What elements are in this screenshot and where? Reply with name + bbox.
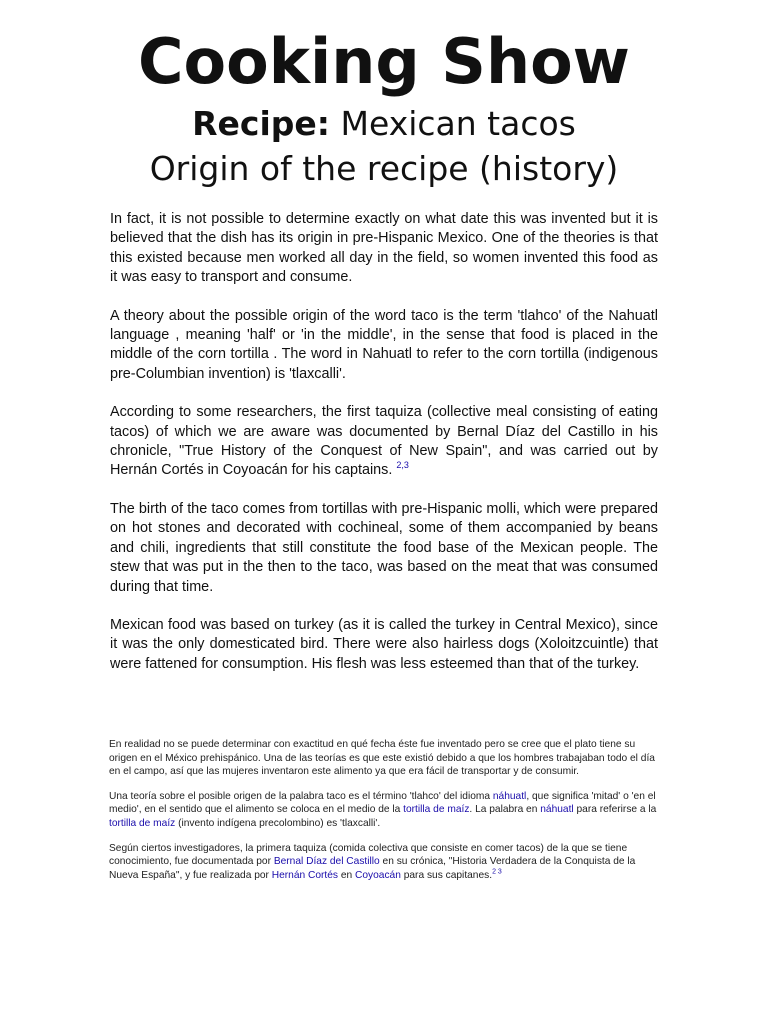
spanish-p3-text-d: para sus capitanes. [400,869,493,881]
english-history-text [110,210,658,693]
spanish-p2-text-d: para referirse a la [573,804,657,816]
spanish-p2-text-e: (invento indígena precolombino) es 'tlaxcalli'. [175,817,381,829]
recipe-name: Mexican tacos [330,104,576,143]
spanish-p3-text-c: en [338,869,356,881]
english-paragraph-3-text: According to some researchers, the first taquiza (collective meal consisting of eating tacos) of which we are aware was documented by Bernal Díaz del Castillo in his chronicle, "True History of the Conquest of New Spain", and was carried out by Hernán Cortés in Coyoacán for his captains. [110,404,658,479]
link-nahuatl[interactable]: náhuatl [492,790,527,802]
link-bernal-diaz[interactable]: Bernal Díaz del Castillo [273,856,380,868]
link-hernan-cortes[interactable]: Hernán Cortés [271,869,339,881]
english-paragraph-5: Mexican food was based on turkey (as it is called the turkey in Central Mexico), since it was the only domesticated bird. There were also hairless dogs (Xoloitzcuintle) that were fattened for consumption. His flesh was less esteemed than that of the turkey. [110,616,658,672]
spanish-paragraph-1: En realidad no se puede determinar con exactitud en qué fecha éste fue inventado pero se cree que el plato tiene su origen en el México prehispánico. Una de las teorías es que este existió debido a que los hombres trabajaban todo el día en el campo, así que las mujeres inventaron este alimento ya que era fácil de transportar y de consumir. [109,739,655,778]
spanish-source-text [109,738,657,893]
link-coyoacan[interactable]: Coyoacán [355,869,401,881]
link-tortilla-de-maiz-2[interactable]: tortilla de maíz [109,817,176,829]
recipe-label: Recipe: [192,104,331,143]
spanish-p3-text-b: en su crónica, "Historia Verdadera de la Conquista de la Nueva España", y fue realizada por [109,856,636,881]
english-paragraph-2: A theory about the possible origin of the word taco is the term 'tlahco' of the Nahuatl language , meaning 'half' or 'in the middle', in the sense that food is placed in the middle of the corn tortilla . The word in Nahuatl to refer to the corn tortilla (indigenous pre-Columbian invention) is 'tlaxcalli'. [110,307,658,382]
english-paragraph-4: The birth of the taco comes from tortillas with pre-Hispanic molli, which were prepared on hot stones and decorated with cochineal, some of them accompanied by beans and chili, ingredients that still constitute the food base of the Mexican people. The stew that was put in the then to the taco, was based on the meat that was consumed during that time. [110,500,658,595]
recipe-line [0,102,768,146]
english-paragraph-3 [110,403,658,481]
section-heading: Origin of the recipe (history) [149,149,619,188]
spanish-p2-text-c: . La palabra en [469,804,541,816]
spanish-p2-text-b: , que significa 'mitad' o 'en el medio', en el sentido que el alimento se coloca en el medio de la [109,790,656,816]
spanish-p3-text-a: Según ciertos investigadores, la primera taquiza (comida colectiva que consiste en comer tacos) de la que se tiene conocimiento, fue documentada por [109,842,628,868]
link-tortilla-de-maiz[interactable]: tortilla de maíz [403,804,470,816]
spanish-paragraph-2 [109,790,657,831]
page-title: Cooking Show [138,25,630,98]
link-nahuatl-2[interactable]: náhuatl [540,804,574,816]
spanish-footnote-refs[interactable]: 2 3 [492,868,502,876]
english-paragraph-1: In fact, it is not possible to determine exactly on what date this was invented but it is believed that the dish has its origin in pre-Hispanic Mexico. One of the theories is that this existed because men worked all day in the field, so women invented this food as it was easy to transport and consume. [110,211,658,286]
spanish-p2-text-a: Una teoría sobre el posible origen de la palabra taco es el término 'tlahco' del idioma [109,790,493,802]
footnote-refs[interactable]: 2,3 [396,460,409,471]
spanish-paragraph-3 [109,842,657,883]
